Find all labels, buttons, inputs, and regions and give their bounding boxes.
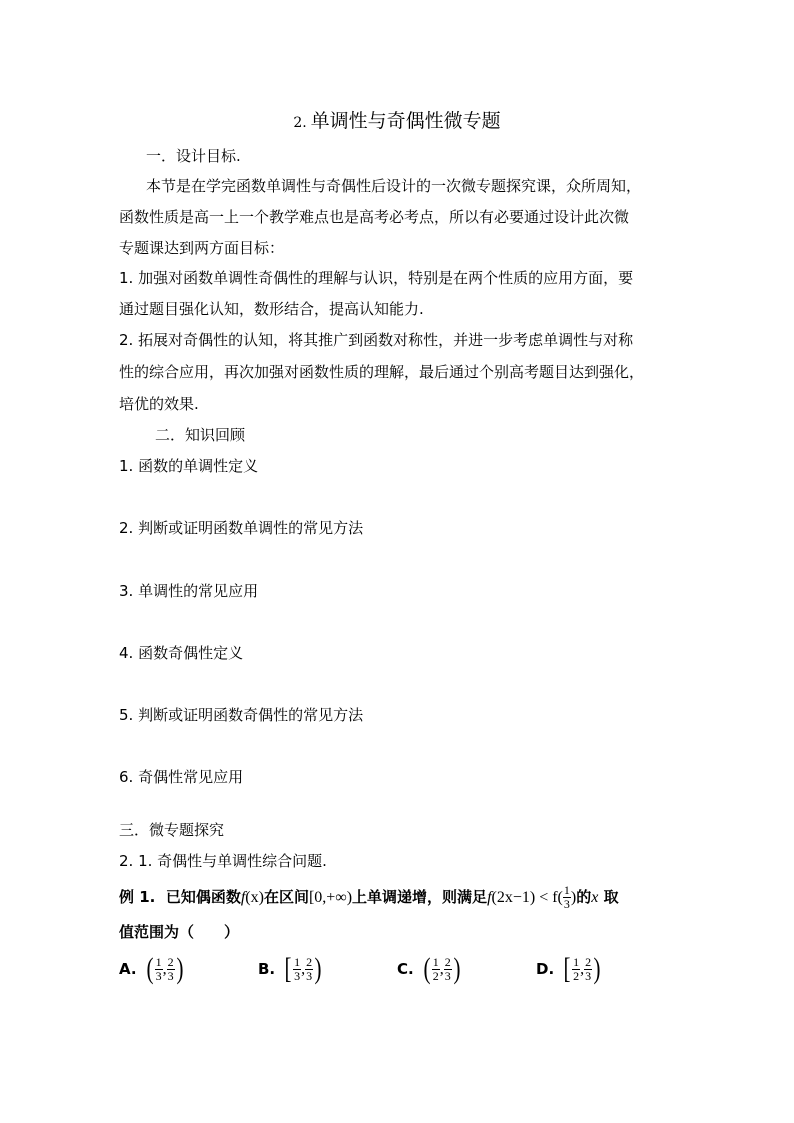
fraction-denominator: 3 — [585, 968, 592, 983]
fraction-numerator: 2 — [444, 954, 451, 969]
example-text: 上单调递增，则满足 — [352, 888, 488, 906]
fraction-numerator: 1 — [573, 954, 580, 969]
math-interval: [0,+∞) — [308, 889, 353, 906]
fraction-denominator: 3 — [155, 968, 162, 983]
example-text: 取 — [603, 888, 619, 906]
option-letter: C. — [397, 959, 414, 978]
option-a: A. ( $\frac{1}{3}$ , $\frac{2}{3}$ ) — [119, 952, 184, 985]
title-number: 2. — [293, 115, 307, 131]
fraction-denominator: 3 — [563, 897, 570, 911]
option-letter: D. — [536, 959, 555, 978]
example-text: 在区间 — [263, 888, 309, 906]
fraction-numerator: 2 — [167, 954, 174, 969]
math-var: x — [591, 889, 599, 906]
math-paren: ) — [570, 889, 577, 906]
math-f: f — [240, 889, 246, 906]
bracket-left: [ — [284, 952, 292, 985]
fraction-denominator: 3 — [444, 968, 451, 983]
option-b: B. [ $\frac{1}{3}$ , $\frac{2}{3}$ ) — [258, 952, 322, 985]
option-letter: B. — [258, 959, 276, 978]
example-1-line-1 — [119, 884, 619, 911]
example-label: 例 1. — [119, 888, 156, 906]
option-fraction — [444, 956, 452, 983]
fraction-numerator: 1 — [432, 954, 439, 969]
fraction-numerator: 1 — [294, 954, 301, 969]
intro-line-2: 函数性质是高一上一个教学难点也是高考必考点，所以有必要通过设计此次微 — [119, 208, 630, 226]
fraction-numerator: 2 — [306, 954, 313, 969]
example-text: 的 — [576, 888, 592, 906]
page-title — [0, 106, 794, 133]
goal2-line-3: 培优的效果. — [119, 395, 199, 413]
example-1-line-2: 值范围为（ ） — [119, 923, 240, 941]
option-fraction — [293, 956, 301, 983]
bracket-left: ( — [146, 952, 154, 985]
option-fraction — [305, 956, 313, 983]
option-fraction — [432, 956, 440, 983]
option-fraction — [167, 956, 175, 983]
goal2-line-2: 性的综合应用，再次加强对函数性质的理解，最后通过个别高考题目达到强化， — [119, 363, 645, 381]
fraction-denominator: 3 — [306, 968, 313, 983]
fraction-numerator: 1 — [563, 883, 570, 897]
section2-heading: 二．知识回顾 — [155, 426, 246, 444]
title-text: 单调性与奇偶性微专题 — [310, 110, 501, 132]
goal1-line-2: 通过题目强化认知，数形结合，提高认知能力. — [119, 300, 424, 318]
math-fraction — [563, 884, 571, 911]
review-item-4: 4. 函数奇偶性定义 — [119, 644, 244, 662]
option-d: D. [ $\frac{1}{2}$ , $\frac{2}{3}$ ) — [536, 952, 601, 985]
bracket-left: ( — [423, 952, 431, 985]
review-item-5: 5. 判断或证明函数奇偶性的常见方法 — [119, 706, 364, 724]
option-fraction — [155, 956, 163, 983]
math-inequality: (2x−1) < f — [491, 889, 558, 906]
fraction-denominator: 2 — [573, 968, 580, 983]
math-x: (x) — [245, 889, 264, 906]
bracket-right: ) — [176, 952, 184, 985]
bracket-right: ) — [314, 952, 322, 985]
review-item-3: 3. 单调性的常见应用 — [119, 582, 259, 600]
fraction-denominator: 3 — [294, 968, 301, 983]
fraction-numerator: 1 — [155, 954, 162, 969]
review-item-2: 2. 判断或证明函数单调性的常见方法 — [119, 519, 364, 537]
bracket-right: ) — [593, 952, 601, 985]
review-item-1: 1. 函数的单调性定义 — [119, 457, 259, 475]
option-fraction — [584, 956, 592, 983]
subsection-title: 2. 1. 奇偶性与单调性综合问题. — [119, 852, 327, 870]
review-item-6: 6. 奇偶性常见应用 — [119, 768, 244, 786]
math-inequality-f: f — [487, 889, 492, 906]
option-c: C. ( $\frac{1}{2}$ , $\frac{2}{3}$ ) — [397, 952, 461, 985]
goal2-line-1: 2. 拓展对奇偶性的认知，将其推广到函数对称性，并进一步考虑单调性与对称 — [119, 331, 634, 349]
bracket-left: [ — [563, 952, 571, 985]
section1-heading: 一．设计目标. — [146, 147, 241, 165]
fraction-denominator: 3 — [167, 968, 174, 983]
intro-line-3: 专题课达到两方面目标： — [119, 239, 285, 257]
option-letter: A. — [119, 959, 137, 978]
goal1-line-1: 1. 加强对函数单调性奇偶性的理解与认识，特别是在两个性质的应用方面，要 — [119, 269, 634, 287]
option-fraction — [572, 956, 580, 983]
example-text: 已知偶函数 — [165, 888, 241, 906]
bracket-right: ) — [453, 952, 461, 985]
fraction-numerator: 2 — [585, 954, 592, 969]
fraction-denominator: 2 — [432, 968, 439, 983]
section3-heading: 三．微专题探究 — [119, 821, 225, 839]
intro-line-1: 本节是在学完函数单调性与奇偶性后设计的一次微专题探究课，众所周知， — [146, 177, 642, 195]
math-paren: ( — [557, 889, 563, 906]
